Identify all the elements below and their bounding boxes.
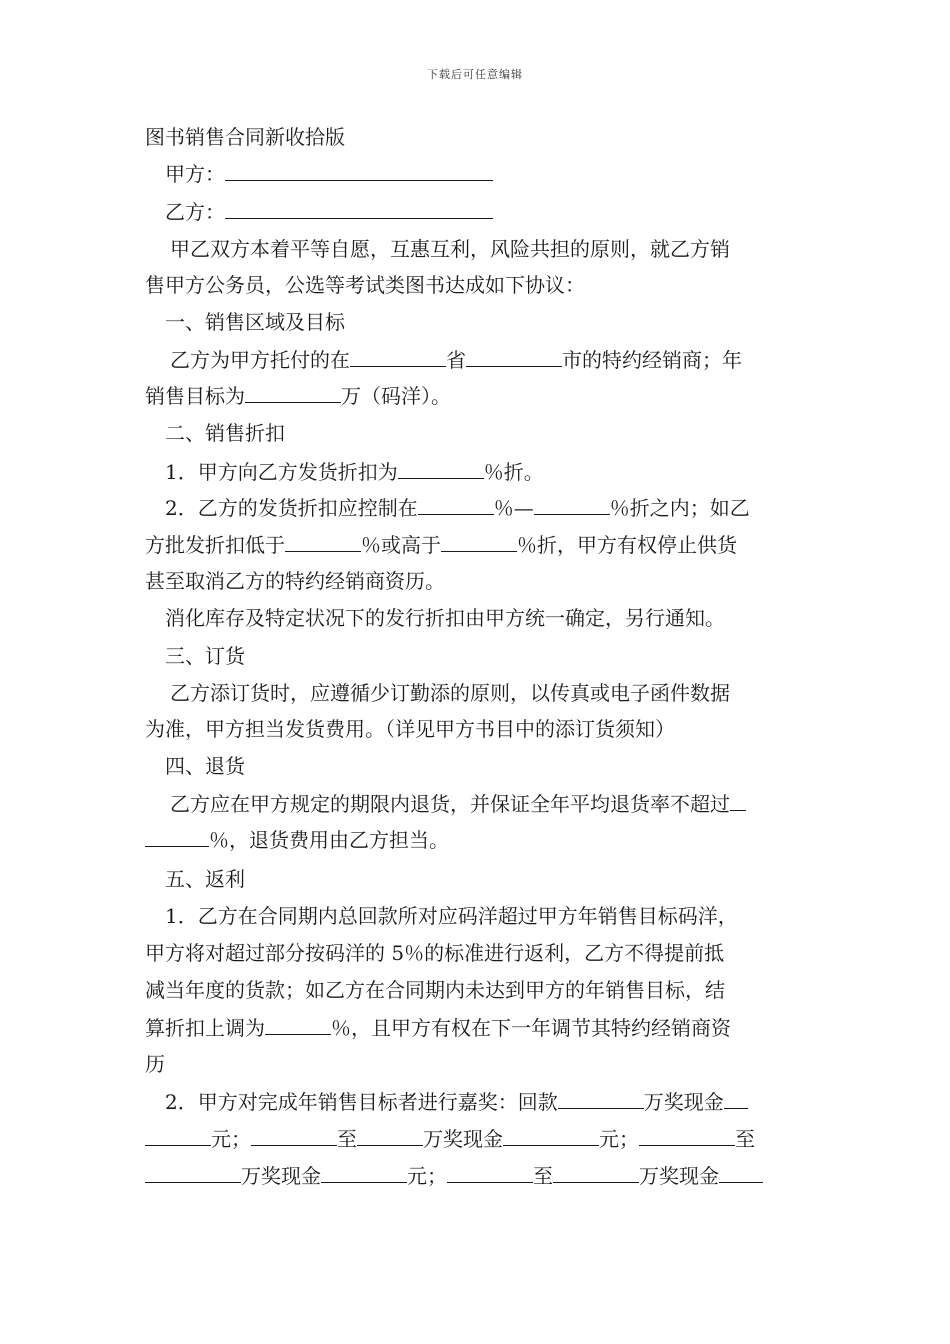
blank-party-b[interactable] — [225, 198, 493, 219]
document-title: 图书销售合同新收拾版 — [145, 125, 345, 149]
blank-cash-1-cont[interactable] — [145, 1125, 211, 1146]
blank-cash-2[interactable] — [503, 1125, 599, 1146]
blank-cash-1[interactable] — [724, 1088, 748, 1109]
section-heading: 三、订货 — [165, 644, 245, 668]
blank-adjusted-discount[interactable] — [265, 1014, 331, 1035]
clause-item: 2．乙方的发货折扣应控制在 ％— ％折之内；如乙 — [165, 496, 750, 520]
blank-range-3-from[interactable] — [639, 1125, 735, 1146]
paragraph-cont: 为准，甲方担当发货费用。（详见甲方书目中的添订货须知） — [145, 717, 675, 741]
section-heading: 四、退货 — [165, 754, 245, 778]
blank-province[interactable] — [350, 346, 446, 367]
section-heading: 二、销售折扣 — [165, 421, 285, 445]
paragraph: 消化库存及特定状况下的发行折扣由甲方统一确定，另行通知。 — [165, 606, 725, 630]
blank-cash-3[interactable] — [321, 1162, 407, 1183]
blank-discount-min[interactable] — [418, 494, 494, 515]
blank-wholesale-low[interactable] — [285, 531, 361, 552]
blank-discount-max[interactable] — [534, 494, 610, 515]
section-heading: 一、销售区域及目标 — [165, 310, 345, 334]
blank-return-rate-cont[interactable] — [145, 826, 209, 847]
blank-range-3-to[interactable] — [145, 1162, 241, 1183]
blank-wholesale-high[interactable] — [441, 531, 517, 552]
clause-item-cont: 元； 至 万奖现金 元； 至 — [145, 1125, 755, 1152]
paragraph: 乙方添订货时，应遵循少订勤添的原则，以传真或电子函件数据 — [170, 681, 730, 705]
clause-item-cont: 方批发折扣低于 ％或高于 ％折，甲方有权停止供货 — [145, 533, 737, 557]
blank-return-rate[interactable] — [730, 790, 746, 811]
clause-item: 2．甲方对完成年销售目标者进行嘉奖：回款 万奖现金 — [165, 1088, 748, 1115]
clause-item-cont: 万奖现金 元； 至 万奖现金 — [145, 1162, 763, 1189]
paragraph: 乙方为甲方托付的在 省 市的特约经销商；年 — [170, 348, 742, 372]
clause-item-cont: 甲方将对超过部分按码洋的 5％的标准进行返利，乙方不得提前抵 — [145, 941, 725, 965]
intro-paragraph: 甲乙双方本着平等自愿，互惠互利，风险共担的原则，就乙方销 — [170, 237, 730, 261]
blank-range-2-to[interactable] — [357, 1125, 423, 1146]
blank-party-a[interactable] — [225, 160, 493, 181]
page-header-note: 下载后可任意编辑 — [427, 68, 523, 81]
blank-range-4-from[interactable] — [447, 1162, 533, 1183]
blank-discount[interactable] — [398, 458, 484, 479]
blank-range-2-from[interactable] — [251, 1125, 337, 1146]
intro-paragraph-cont: 售甲方公务员，公选等考试类图书达成如下协议： — [145, 273, 585, 297]
clause-item: 1．甲方向乙方发货折扣为 ％折。 — [165, 460, 544, 484]
clause-item-cont: 算折扣上调为 ％，且甲方有权在下一年调节其特约经销商资 — [145, 1016, 731, 1040]
clause-item: 1．乙方在合同期内总回款所对应码洋超过甲方年销售目标码洋， — [165, 904, 738, 928]
clause-item-cont: 历 — [145, 1052, 165, 1076]
clause-item-cont: 减当年度的货款；如乙方在合同期内未达到甲方的年销售目标，结 — [145, 978, 725, 1002]
paragraph-cont: ％，退货费用由乙方担当。 — [145, 826, 449, 853]
party-a-line: 甲方： — [165, 160, 493, 187]
blank-cash-4[interactable] — [719, 1162, 763, 1183]
paragraph: 乙方应在甲方规定的期限内退货，并保证全年平均退货率不超过 — [170, 790, 746, 817]
clause-item-cont: 甚至取消乙方的特约经销商资历。 — [145, 569, 445, 593]
blank-payment-1[interactable] — [558, 1088, 644, 1109]
party-b-line: 乙方： — [165, 198, 493, 225]
paragraph-cont: 销售目标为 万（码洋）。 — [145, 384, 451, 408]
blank-sales-target[interactable] — [245, 382, 341, 403]
blank-range-4-to[interactable] — [553, 1162, 639, 1183]
blank-city[interactable] — [466, 346, 562, 367]
section-heading: 五、返利 — [165, 867, 245, 891]
